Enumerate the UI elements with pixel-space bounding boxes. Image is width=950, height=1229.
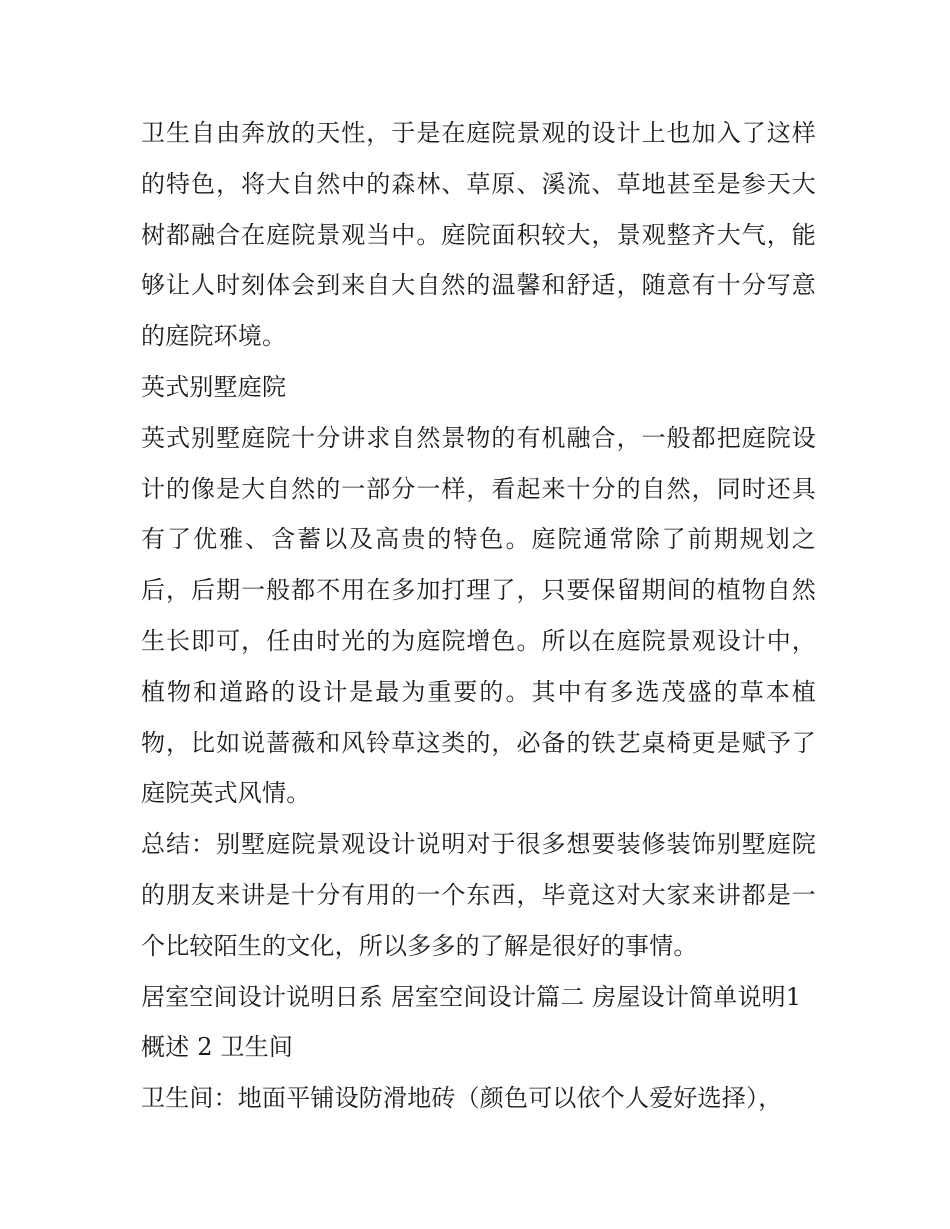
document-body	[141, 108, 816, 1124]
paragraph-bathroom: 卫生间：地面平铺设防滑地砖（颜色可以依个人爱好选择），	[141, 1084, 783, 1113]
paragraph-summary: 总结：别墅庭院景观设计说明对于很多想要装修装饰别墅庭院的朋友来讲是十分有用的一个东西，毕竟这对大家来讲都是一个比较陌生的文化，所以多多的了解是很好的事情。	[141, 830, 816, 960]
section-heading-room-design: 居室空间设计说明日系 居室空间设计篇二 房屋设计简单说明1概述 2 卫生间	[141, 982, 802, 1062]
paragraph-garden-nature: 卫生自由奔放的天性，于是在庭院景观的设计上也加入了这样的特色，将大自然中的森林、草原、溪流、草地甚至是参天大树都融合在庭院景观当中。庭院面积较大，景观整齐大气，能够让人时刻体会到来自大自然的温馨和舒适，随意有十分写意的庭院环境。	[141, 119, 816, 351]
section-heading-english-villa-garden: 英式别墅庭院	[141, 372, 287, 401]
paragraph-english-garden: 英式别墅庭院十分讲求自然景物的有机融合，一般都把庭院设计的像是大自然的一部分一样，看起来十分的自然，同时还具有了优雅、含蓄以及高贵的特色。庭院通常除了前期规划之后，后期一般都不用在多加打理了，只要保留期间的植物自然生长即可，任由时光的为庭院增色。所以在庭院景观设计中，植物和道路的设计是最为重要的。其中有多选茂盛的草本植物，比如说蔷薇和风铃草这类的，必备的铁艺桌椅更是赋予了庭院英式风情。	[141, 423, 816, 808]
